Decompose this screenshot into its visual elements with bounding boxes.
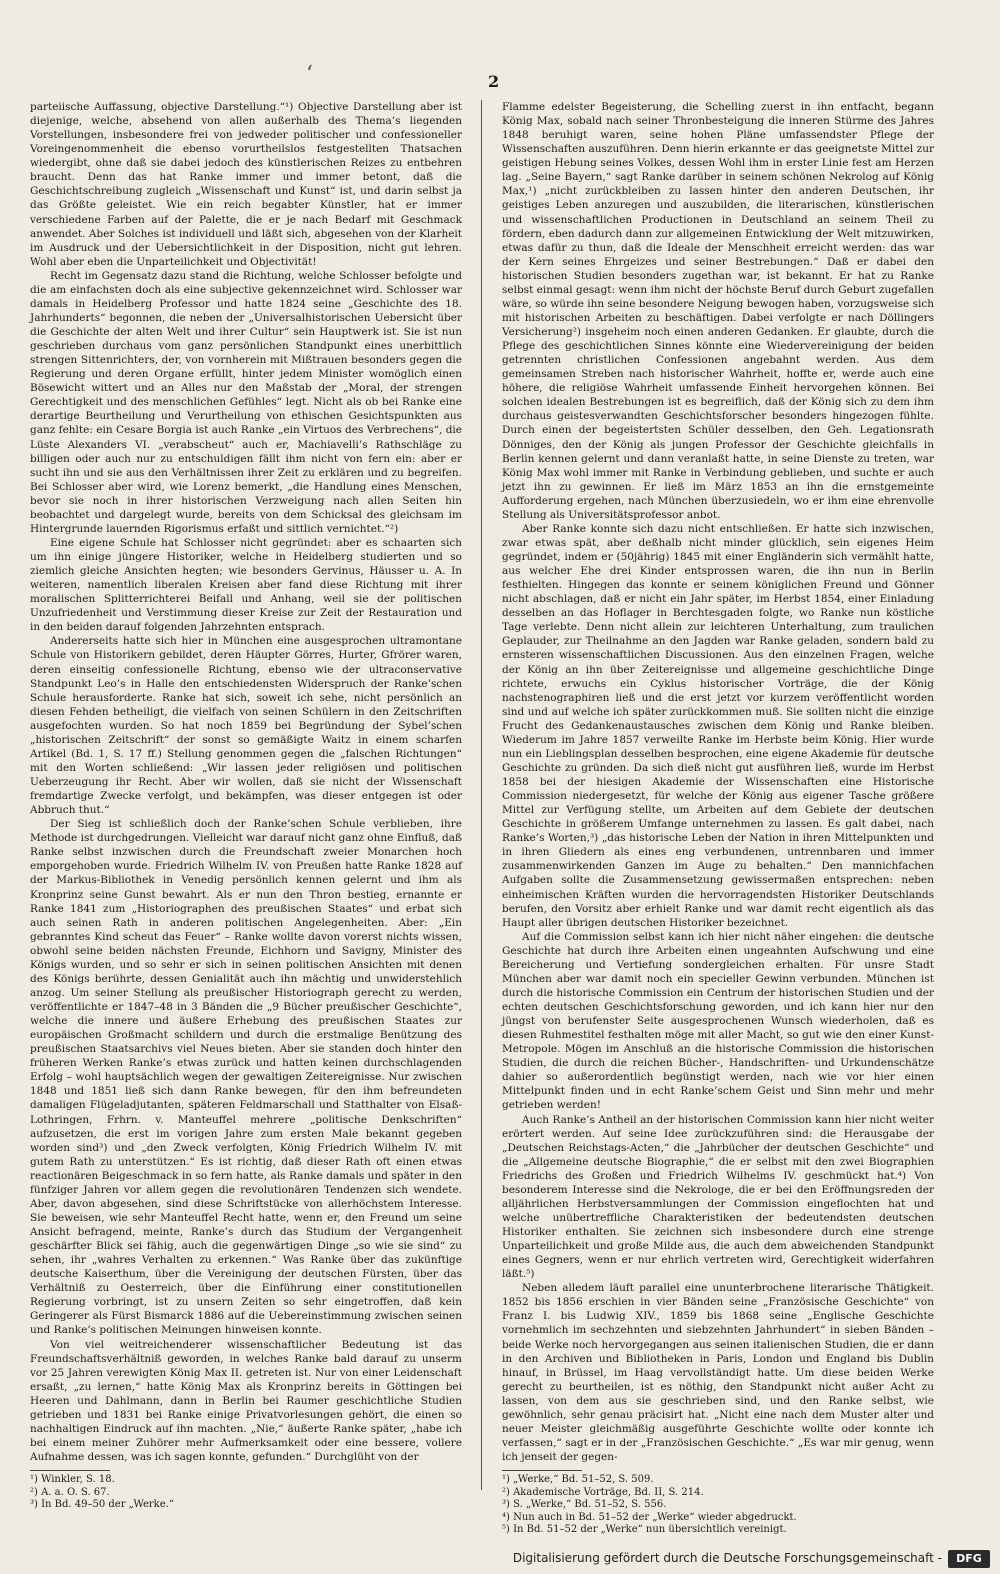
left-footnotes: [30, 1474, 462, 1512]
paragraph: Auch Ranke’s Antheil an der historischen Commission kann hier nicht weiter erörtert werden. Auf seine Idee zurückzuführen sind: die Herausgabe der „Deutschen Reichstags-Acten,“ die „Jahrbücher der deutschen Geschichte“ und die „Allgemeine deutsche Biographie,“ die er selbst mit den zwei Biographien Friedrichs des Großen und Friedrich Wilhelms IV. geschmückt hat.⁴) Von besonderem Interesse sind die Nekrologe, die er bei den Eröffnungsreden der alljährlichen Herbstversammlungen der Commission eingeflochten hat und welche unübertreffliche Charakteristiken der bedeutendsten deutschen Historiker enthalten. Sie zeichnen sich insbesondere durch eine strenge Unparteilichkeit und große Milde aus, die auch dem abweichenden Standpunkt eines Gegners, wenn er nur ehrlich vertreten wird, Gerechtigkeit widerfahren läßt.⁵): [502, 1113, 934, 1281]
left-paragraphs: [30, 100, 462, 1464]
footnote-rule: [502, 1470, 582, 1471]
digitization-footer: [0, 1547, 1000, 1574]
footnote: ²) A. a. O. S. 67.: [30, 1486, 110, 1498]
pencil-mark: ‘: [306, 62, 313, 87]
footer-text: Digitalisierung gefördert durch die Deutsche Forschungsgemeinschaft -: [512, 1551, 942, 1565]
footnote-rule: [30, 1470, 110, 1471]
footnote: ¹) „Werke,“ Bd. 51–52, S. 509.: [502, 1474, 654, 1486]
left-column: [30, 100, 462, 1512]
footnote: ⁴) Nun auch in Bd. 51–52 der „Werke“ wieder abgedruckt.: [502, 1511, 797, 1523]
page-number: 2: [488, 72, 500, 91]
right-column: [502, 100, 934, 1537]
paragraph: Eine eigene Schule hat Schlosser nicht gegründet: aber es schaarten sich um ihn einige jüngere Historiker, welche in Heidelberg studierten und so ziemlich gleiche Ansichten hegten; wie besonders Gervinus, Häusser u. A. In weiteren, namentlich liberalen Kreisen aber fand diese Richtung mit ihrer moralischen Splitterrichterei Beifall und Anhang, weil sie der politischen Unzufriedenheit und Verstimmung dieser Kreise zur Zeit der Restauration und in den beiden darauf folgenden Jahrzehnten entsprach.: [30, 536, 462, 634]
paragraph: Von viel weitreichenderer wissenschaftlicher Bedeutung ist das Freundschaftsverhältniß geworden, in welches Ranke bald darauf zu unserm vor 25 Jahren verewigten König Max II. getreten ist. Nur von einer Leidenschaft ersaßt, „zu lernen,“ hatte König Max als Kronprinz bereits in Göttingen bei Heeren und Dahlmann, dann in Berlin bei Raumer geschichtliche Studien getrieben und 1831 bei Ranke einige Privatvorlesungen gehört, die einen so nachhaltigen Eindruck auf ihn machten. „Nie,“ äußerte Ranke später, „habe ich bei einem meiner Zuhörer mehr Aufmerksamkeit oder eine bessere, vollere Aufnahme dessen, was ich sagen konnte, gefunden.“ Durchglüht von der: [30, 1338, 462, 1463]
paragraph: Flamme edelster Begeisterung, die Schelling zuerst in ihn entfacht, begann König Max, sobald nach seiner Thronbesteigung die inneren Stürme des Jahres 1848 beruhigt waren, seine hohen Pläne umfassendster Pflege der Wissenschaften auszuführen. Denn hierin erkannte er das geeignetste Mittel zur geistigen Hebung seines Volkes, dessen Wohl ihm in erster Linie fest am Herzen lag. „Seine Bayern,“ sagt Ranke darüber in seinem schönen Nekrolog auf König Max,¹) „nicht zurückbleiben zu lassen hinter den anderen Deutschen, ihr geistiges Leben anzuregen und auszubilden, die literarischen, künstlerischen und wissenschaftlichen Productionen in Deutschland an seinem Theil zu fördern, eben dadurch dann zur allgemeinen Entwicklung der Welt mitzuwirken, etwas dafür zu thun, daß die Ideale der Menschheit erreicht werden: das war der Kern seines Ehrgeizes und seiner Bestrebungen.“ Daß er dabei den historischen Studien besonders zugethan war, ist bekannt. Er hat zu Ranke selbst einmal gesagt: wenn ihm nicht der höchste Beruf durch Geburt zugefallen wäre, so würde ihn seine besondere Neigung bewogen haben, vorzugsweise sich mit historischen Arbeiten zu beschäftigen. Dabei verfolgte er nach Döllingers Versicherung²) insgeheim noch einen anderen Gedanken. Er glaubte, durch die Pflege des geschichtlichen Sinnes könnte eine Wiedervereinigung der beiden getrennten christlichen Confessionen angebahnt werden. Aus dem gemeinsamen Streben nach historischer Wahrheit, hoffte er, werde auch eine höhere, die religiöse Wahrheit umfassende Einheit hervorgehen können. Bei solchen idealen Bestrebungen ist es begreiflich, daß der König sich zu dem ihm durchaus geistesverwandten Geschichtsforscher besonders hingezogen fühlte. Durch einen der begeistertsten Schüler desselben, den Geh. Legationsrath Dönniges, den der König als jungen Professor der Geschichte gleichfalls in Berlin kennen gelernt und dann veranlaßt hatte, in seine Dienste zu treten, war König Max wohl immer mit Ranke in Verbindung geblieben, und suchte er auch jetzt ihn zu gewinnen. Er ließ im März 1853 an ihn die ernstgemeinte Aufforderung ergehen, nach München überzusiedeln, wo er ihm eine ehrenvolle Stellung als Universitätsprofessor anbot.: [502, 101, 934, 521]
footnote: ³) S. „Werke,“ Bd. 51–52, S. 556.: [502, 1499, 667, 1511]
paragraph: Andererseits hatte sich hier in München eine ausgesprochen ultramontane Schule von Historikern gebildet, deren Häupter Görres, Hurter, Gfrörer waren, deren einseitig confessionelle Richtung, ebenso wie der ultraconservative Standpunkt Leo’s in Halle den entschiedensten Widerspruch der Ranke’schen Schule herausforderte. Ranke hat sich, soweit ich sehe, nicht persönlich an diesen Fehden betheiligt, die vielfach von seinen Schülern in den Zeitschriften ausgefochten wurden. So hat noch 1859 bei Begründung der Sybel’schen „historischen Zeitschrift“ der sonst so gemäßigte Waitz in einem scharfen Artikel (Bd. 1, S. 17 ff.) Stellung genommen gegen die „falschen Richtungen“ mit den Worten schließend: „Wir lassen jeder religiösen und politischen Ueberzeugung ihr Recht. Aber wir wollen, daß sie nicht der Wissenschaft fremdartige Zwecke verfolgt, und bekämpfen, was dieser entgegen ist oder Abbruch thut.“: [30, 635, 462, 817]
paragraph: Der Sieg ist schließlich doch der Ranke’schen Schule verblieben, ihre Methode ist durchgedrungen. Vielleicht war darauf nicht ganz ohne Einfluß, daß Ranke selbst inzwischen durch die Freundschaft zweier Monarchen hoch emporgehoben wurde. Friedrich Wilhelm IV. von Preußen hatte Ranke 1828 auf der Markus-Bibliothek in Venedig persönlich kennen gelernt und ihm als Kronprinz seine Gunst bewahrt. Als er nun den Thron bestieg, ernannte er Ranke 1841 zum „Historiographen des preußischen Staates“ und erbat sich auch seinen Rath in anderen politischen Angelegenheiten. Aber: „Ein gebranntes Kind scheut das Feuer“ – Ranke wollte davon vorerst nichts wissen, obwohl seine beiden nächsten Freunde, Eichhorn und Savigny, Minister des Königs wurden, und so sehr er sich in seinen politischen Ansichten mit denen des Königs berührte, dessen Genialität auch ihn mächtig und unwiderstehlich anzog. Um seiner Stellung als preußischer Historiograph gerecht zu werden, veröffentlichte er 1847–48 in 3 Bänden die „9 Bücher preußischer Geschichte“, welche die innere und äußere Erhebung des preußischen Staates zur europäischen Großmacht schildern und durch die erstmalige Benützung des preußischen Staatsarchivs viel Neues bieten. Aber sie standen doch hinter den früheren Werken Ranke’s etwas zurück und hatten keinen durchschlagenden Erfolg – wohl hauptsächlich wegen der gewaltigen Zeitereignisse. Nur zwischen 1848 und 1851 ließ sich dann Ranke bewegen, für den ihm befreundeten damaligen Flügeladjutanten, späteren Feldmarschall und Statthalter von Elsaß-Lothringen, Frhrn. v. Manteuffel mehrere „politische Denkschriften“ aufzusetzen, die erst im vorigen Jahre zum ersten Male bekannt gegeben worden sind³) und „den Zweck verfolgten, König Friedrich Wilhelm IV. mit gutem Rath zu unterstützen.“ Es ist richtig, daß dieser Rath oft einen etwas reactionären Beigeschmack in so fern hatte, als Ranke damals und später in den fünfziger Jahren vor allem gegen die revolutionären Tendenzen sich wendete. Aber, davon abgesehen, sind diese Schriftstücke von allerhöchstem Interesse. Sie beweisen, wie sehr Manteuffel Recht hatte, wenn er, den Freund um seine Ansicht befragend, meinte, Ranke’s durch das Studium der Vergangenheit geschärfter Blick sei fähig, auch die gegenwärtigen Dinge „so wie sie sind“ zu sehen, ihr „wahres Verhalten zu erkennen.“ Was Ranke über das zukünftige deutsche Kaiserthum, über die Vereinigung der deutschen Fürsten, über das Verhältniß zu Oesterreich, über die Einführung einer constitutionellen Regierung vorbringt, ist zu unsern Zeiten so sehr eingetroffen, daß kein Geringerer als Fürst Bismarck 1886 auf die Uebereinstimmung zwischen seinen und Ranke’s politischen Meinungen hinweisen konnte.: [30, 818, 462, 1337]
footnote: ³) In Bd. 49–50 der „Werke.“: [30, 1499, 174, 1511]
right-footnotes: [502, 1474, 934, 1537]
right-paragraphs: [502, 100, 934, 1464]
paragraph: Neben alledem läuft parallel eine ununterbrochene literarische Thätigkeit. 1852 bis 1856 erschien in vier Bänden seine „Französische Geschichte“ von Franz I. bis Ludwig XIV., 1859 bis 1868 seine „Englische Geschichte vornehmlich im sechzehnten und siebzehnten Jahrhundert“ in sieben Bänden – beide Werke noch hervorgegangen aus seinen italienischen Studien, die er dann in den Archiven und Bibliotheken in Paris, London und England bis Dublin hinauf, in Brüssel, im Haag vervollständigt hatte. Um diese beiden Werke gerecht zu beurtheilen, ist es nöthig, den Standpunkt nicht außer Acht zu lassen, von dem aus sie geschrieben sind, und den Ranke selbst, wie gewöhnlich, sehr genau präcisirt hat. „Nicht eine nach dem Muster alter und neuer Meister gleichmäßig ausgeführte Geschichte wollte oder konnte ich verfassen,“ sagt er in der „Französischen Geschichte.“ „Es war mir genug, wenn ich jenseit der gegen-: [502, 1282, 934, 1463]
paragraph: parteiische Auffassung, objective Darstellung.“¹) Objective Darstellung aber ist diejenige, welche, absehend von allen außerhalb des Thema’s liegenden Vorstellungen, insbesondere frei von jedweder politischer und confessioneller Voreingenommenheit die ebenso vorurtheilslos festgestellten Thatsachen wiedergibt, ohne daß sie dabei jedoch des künstlerischen Reizes zu entbehren braucht. Denn das hat Ranke immer und immer betont, daß die Geschichtschreibung zugleich „Wissenschaft und Kunst“ ist, und darin selbst ja das Größte geleistet. Wie ein reich begabter Künstler, hat er immer verschiedene Farben auf der Palette, die er je nach Bedarf mit Geschmack anwendet. Aber Solches ist individuell und läßt sich, abgesehen von der Klarheit im Ausdruck und der Uebersichtlichkeit in der Disposition, nicht gut lehren. Wohl aber eben die Unparteilichkeit und Objectivität!: [30, 101, 462, 268]
paragraph: Aber Ranke konnte sich dazu nicht entschließen. Er hatte sich inzwischen, zwar etwas spät, aber deßhalb nicht minder glücklich, sein eigenes Heim gegründet, indem er (50jährig) 1845 mit einer Engländerin sich vermählt hatte, aus welcher Ehe drei Kinder entsprossen waren, die ihn nun in Berlin festhielten. Hingegen das konnte er seinem königlichen Freund und Gönner nicht abschlagen, daß er nicht ein Jahr später, im Herbst 1854, einer Einladung desselben an das Hoflager in Berchtesgaden folgte, wo Ranke nun köstliche Tage verlebte. Denn nicht allein zur leichteren Unterhaltung, zum traulichen Geplauder, zur Theilnahme an den Jagden war Ranke geladen, sondern bald zu ernsteren wissenschaftlichen Discussionen. Aus den einzelnen Fragen, welche der König an ihn über Zeitereignisse und allgemeine geschichtliche Dinge richtete, erwuchs ein Cyklus historischer Vorträge, die der König nachstenographiren ließ und die erst jetzt vor kurzem veröffentlicht worden sind und auf welche ich später zurückkommen muß. Sie sollten nicht die einzige Frucht des Gedankenaustausches zwischen dem König und Ranke bleiben. Wiederum im Jahre 1857 verweilte Ranke im Herbste beim König. Hier wurde nun ein Lieblingsplan desselben besprochen, eine eigene Akademie für deutsche Geschichte zu gründen. Da sich dieß nicht gut ausführen ließ, wurde im Herbst 1858 bei der hiesigen Akademie der Wissenschaften eine Historische Commission niedergesetzt, für welche der König aus eigener Tasche größere Mittel zur Verfügung stellte, um Arbeiten auf dem Gebiete der deutschen Geschichte in größerem Umfange unternehmen zu lassen. Es galt dabei, nach Ranke’s Worten,³) „das historische Leben der Nation in ihren Mittelpunkten und in ihren Gliedern als eines eng verbundenen, untrennbaren und immer zusammenwirkenden Ganzen im Auge zu behalten.“ Den mannichfachen Aufgaben sollte die Zusammensetzung gewissermaßen entsprechen: neben einheimischen Kräften wurden die hervorragendsten Historiker Deutschlands berufen, den Vorsitz aber erhielt Ranke und war damit recht eigentlich als das Haupt aller übrigen deutschen Historiker bezeichnet.: [502, 522, 934, 929]
footnote: ²) Akademische Vorträge, Bd. II, S. 214.: [502, 1486, 704, 1498]
column-divider: [481, 100, 482, 1490]
paragraph: Auf die Commission selbst kann ich hier nicht näher eingehen: die deutsche Geschichte hat durch ihre Arbeiten einen ungeahnten Aufschwung und eine Bereicherung und Vertiefung sondergleichen erhalten. Für unsre Stadt München aber war damit noch ein specieller Gewinn verbunden. München ist durch die historische Commission ein Centrum der historischen Studien und der echten deutschen Geschichtsforschung geworden, und ich kann hier nur den jüngst von berufenster Seite ausgesprochenen Wunsch wiederholen, daß es diesen Ruhmestitel festhalten möge mit aller Macht, so gut wie den einer Kunst-Metropole. Mögen im Anschluß an die historische Commission die historischen Studien, die durch die reichen Bücher-, Handschriften- und Urkundenschätze dahier so außerordentlich begünstigt werden, nach wie vor hier einen Mittelpunkt finden und in echt Ranke’schem Geist und Sinn mehr und mehr getrieben werden!: [502, 930, 934, 1112]
paragraph: Recht im Gegensatz dazu stand die Richtung, welche Schlosser befolgte und die am einfachsten doch als eine subjective gekennzeichnet wird. Schlosser war damals in Heidelberg Professor und hatte 1824 seine „Geschichte des 18. Jahrhunderts“ begonnen, die neben der „Universalhistorischen Uebersicht über die Geschichte der alten Welt und ihrer Cultur“ sein Hauptwerk ist. Sie ist nun geschrieben durchaus vom ganz persönlichen Standpunkt eines unerbittlich strengen Sittenrichters, der, von vornherein mit Mißtrauen besonders gegen die Regierung und deren Organe erfüllt, hinter jedem Minister womöglich einen Bösewicht wittert und an Alles nur den Maßstab der „Moral, der strengen Gerechtigkeit und des menschlichen Gefühles“ legt. Nicht als ob bei Ranke eine derartige Beurtheilung und Verurtheilung von ethischen Gesichtspunkten aus ganz fehlte: ein Cesare Borgia ist auch Ranke „ein Virtuos des Verbrechens“, die Lüste Alexanders VI. „verabscheut“ auch er, Machiavelli’s Rathschläge zu billigen oder auch nur zu entschuldigen fällt ihm nicht von fern ein: aber er sucht ihn und sie aus den Verhältnissen ihrer Zeit zu erklären und zu begreifen. Bei Schlosser aber wird, wie Lorenz bemerkt, „die Handlung eines Menschen, bevor sie noch in ihrer historischen Verzweigung nach allen Seiten hin beobachtet und dargelegt wurde, bereits von dem Schicksal des gleichsam im Hintergrunde lauernden Rigorismus erfaßt und sittlich vernichtet.“²): [30, 269, 462, 535]
footnote: ⁵) In Bd. 51–52 der „Werke“ nun übersichtlich vereinigt.: [502, 1524, 787, 1536]
footnote: ¹) Winkler, S. 18.: [30, 1474, 115, 1486]
dfg-logo: DFG: [948, 1550, 990, 1568]
